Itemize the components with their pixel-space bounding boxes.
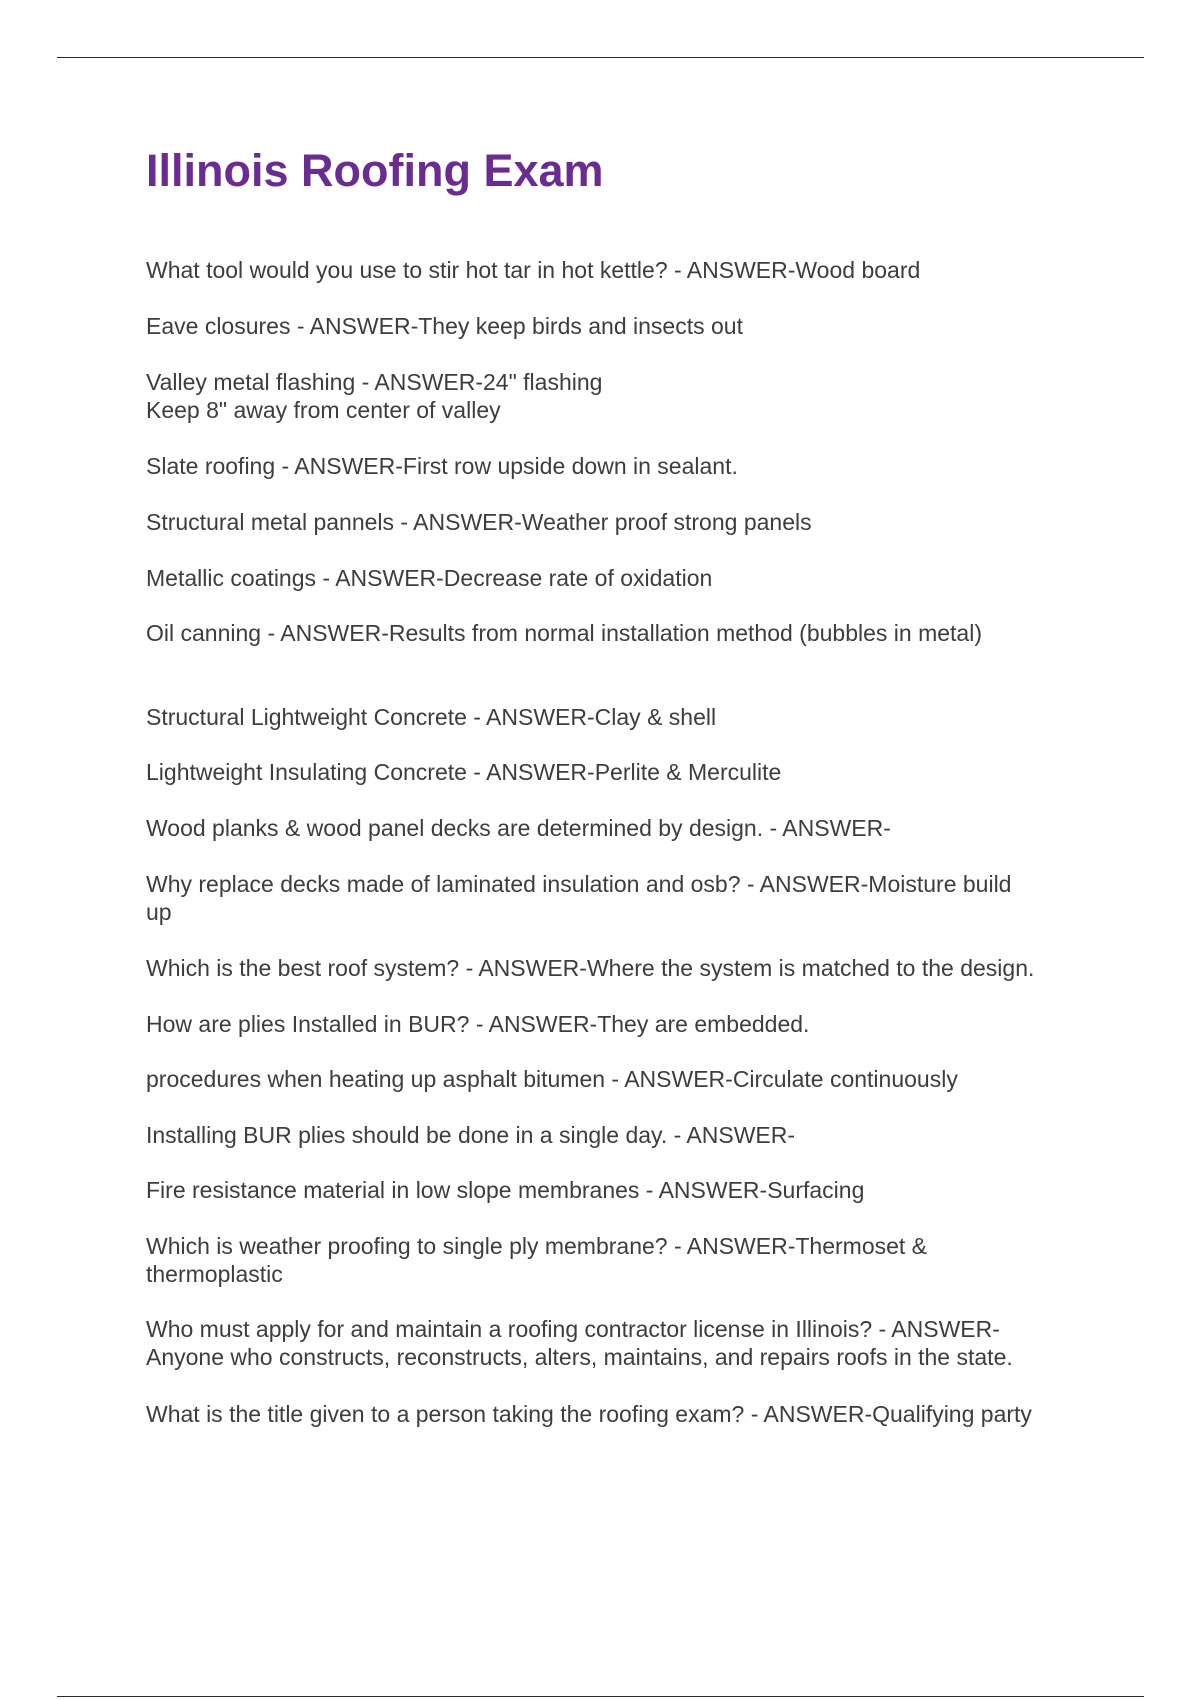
bottom-divider <box>57 1696 1144 1697</box>
document-title: Illinois Roofing Exam <box>146 145 604 196</box>
qa-item: procedures when heating up asphalt bitumen - ANSWER-Circulate continuously <box>146 1066 958 1092</box>
qa-item: What tool would you use to stir hot tar in hot kettle? - ANSWER-Wood board <box>146 257 921 283</box>
qa-item: Fire resistance material in low slope membranes - ANSWER-Surfacing <box>146 1177 865 1203</box>
qa-item: Which is the best roof system? - ANSWER-Where the system is matched to the design. <box>146 955 1035 981</box>
qa-item: Why replace decks made of laminated insulation and osb? - ANSWER-Moisture build up <box>146 871 1012 925</box>
qa-item: Installing BUR plies should be done in a single day. - ANSWER- <box>146 1122 796 1148</box>
top-divider <box>57 57 1144 58</box>
qa-item: Metallic coatings - ANSWER-Decrease rate of oxidation <box>146 565 713 591</box>
qa-item: Oil canning - ANSWER-Results from normal installation method (bubbles in metal) <box>146 620 982 646</box>
qa-item: How are plies Installed in BUR? - ANSWER-They are embedded. <box>146 1011 810 1037</box>
qa-item: Eave closures - ANSWER-They keep birds and insects out <box>146 313 743 339</box>
qa-item: Which is weather proofing to single ply membrane? - ANSWER-Thermoset & thermoplastic <box>146 1233 928 1287</box>
qa-item: Structural metal pannels - ANSWER-Weather proof strong panels <box>146 509 812 535</box>
qa-item: Structural Lightweight Concrete - ANSWER-Clay & shell <box>146 704 717 730</box>
qa-item: Wood planks & wood panel decks are determined by design. - ANSWER- <box>146 815 891 841</box>
qa-item: Valley metal flashing - ANSWER-24" flashing Keep 8" away from center of valley <box>146 369 603 423</box>
qa-item: Slate roofing - ANSWER-First row upside down in sealant. <box>146 453 738 479</box>
qa-item: Who must apply for and maintain a roofing contractor license in Illinois? - ANSWER- Anyone who constructs, reconstructs, alters, maintains, and repairs roofs in the state. <box>146 1316 1013 1370</box>
qa-item: Lightweight Insulating Concrete - ANSWER-Perlite & Merculite <box>146 759 782 785</box>
qa-item: What is the title given to a person taking the roofing exam? - ANSWER-Qualifying party <box>146 1401 1032 1427</box>
